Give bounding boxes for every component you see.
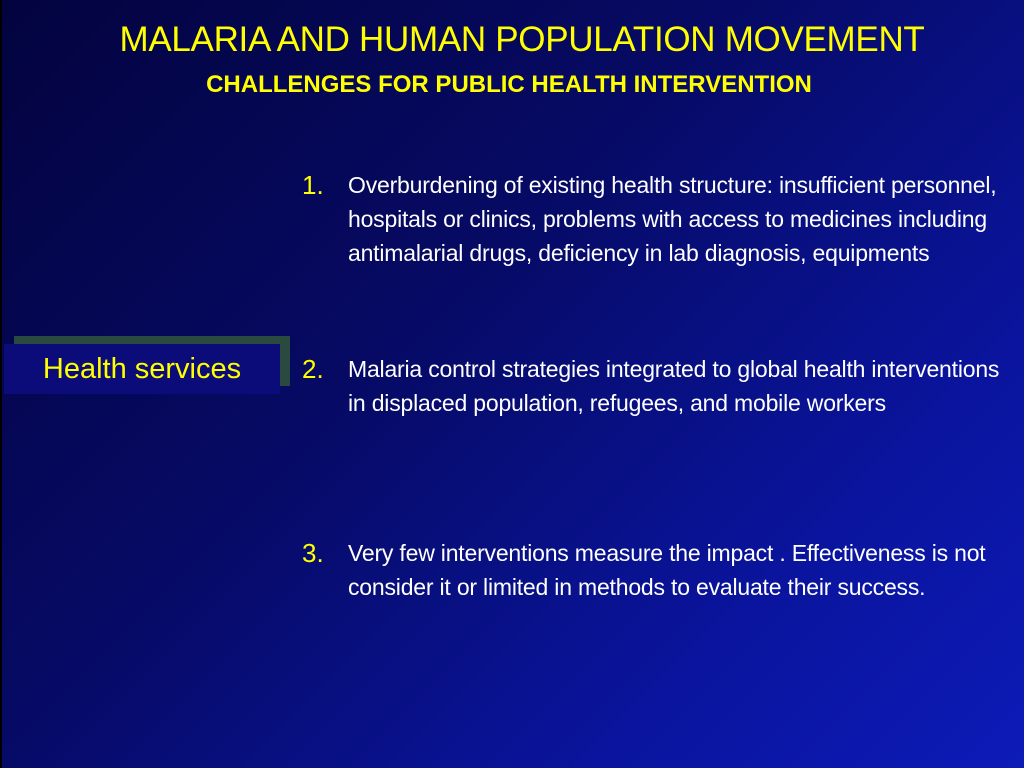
slide-title: MALARIA AND HUMAN POPULATION MOVEMENT bbox=[119, 20, 925, 59]
list-item-text: Overburdening of existing health structure: insufficient personnel, hospitals or clinics, problems with access to medicines including antimalarial drugs, deficiency in lab diagnosis, equipments bbox=[348, 172, 997, 266]
section-label-text: Health services bbox=[42, 352, 242, 385]
section-label-box bbox=[4, 344, 280, 394]
list-item-number: 3. bbox=[302, 538, 324, 568]
list-item-text: Malaria control strategies integrated to global health interventions in displaced population, refugees, and mobile workers bbox=[348, 356, 1000, 416]
list-item-number: 2. bbox=[302, 354, 324, 384]
list-item bbox=[300, 352, 1020, 420]
list-item-text: Very few interventions measure the impact . Effectiveness is not consider it or limited in methods to evaluate their success. bbox=[348, 540, 986, 600]
list-item-number: 1. bbox=[302, 170, 324, 200]
slide-subtitle: CHALLENGES FOR PUBLIC HEALTH INTERVENTION bbox=[206, 71, 812, 98]
list-item bbox=[300, 536, 1020, 604]
list-item bbox=[300, 168, 1020, 270]
